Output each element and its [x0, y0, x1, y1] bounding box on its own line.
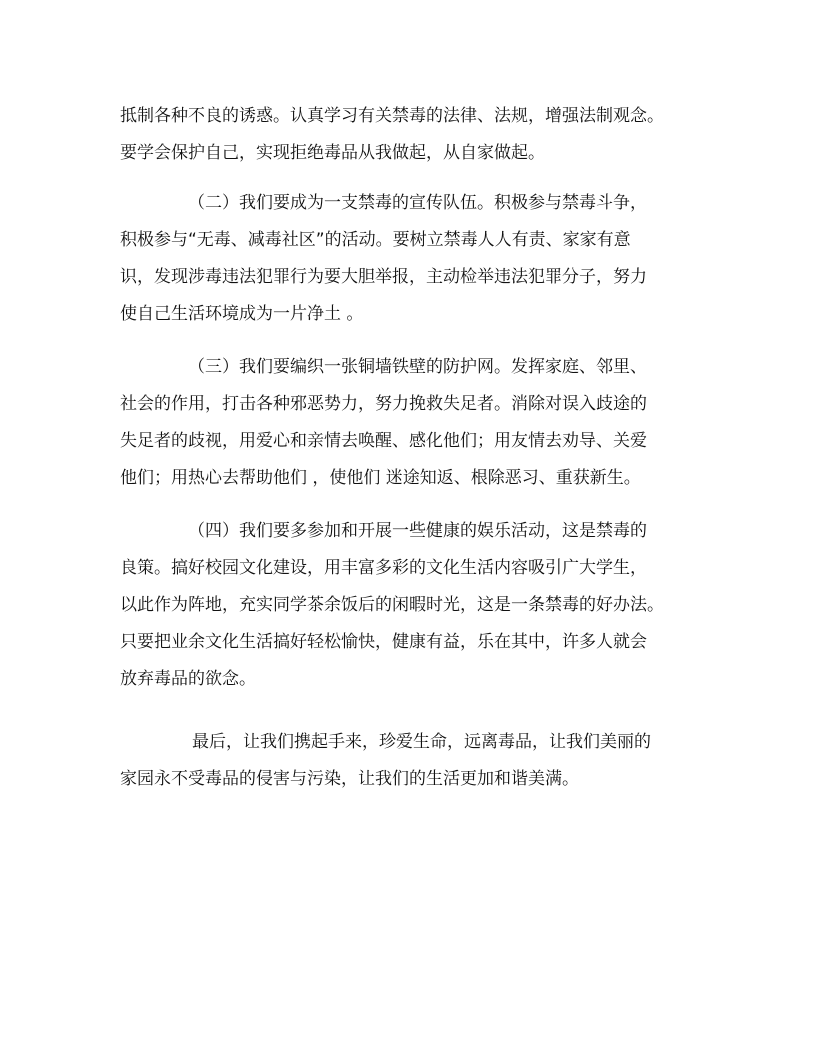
text-line: 社会的作用，打击各种邪恶势力，努力挽救失足者。消除对误入歧途的 — [120, 394, 647, 414]
paragraph-5 — [120, 724, 700, 798]
paragraph-2 — [120, 185, 700, 333]
text-line: 以此作为阵地，充实同学茶余饭后的闲暇时光，这是一条禁毒的好办法。 — [120, 595, 664, 615]
text-line: （二）我们要成为一支禁毒的宣传队伍。积极参与禁毒斗争， — [188, 193, 647, 213]
text-line: 最后，让我们携起手来，珍爱生命，远离毒品，让我们美丽的 — [192, 732, 651, 752]
paragraph-4 — [120, 513, 700, 698]
text-line: 识，发现涉毒违法犯罪行为要大胆举报，主动检举违法犯罪分子，努力 — [120, 267, 647, 287]
text-line: （三）我们要编织一张铜墙铁壁的防护网。发挥家庭、邻里、 — [188, 357, 647, 377]
text-line: 放弃毒品的欲念。 — [120, 669, 256, 689]
text-line: 良策。搞好校园文化建设，用丰富多彩的文化生活内容吸引广大学生， — [120, 558, 647, 578]
paragraph-1 — [120, 98, 700, 172]
text-line: 只要把业余文化生活搞好轻松愉快，健康有益，乐在其中，许多人就会 — [120, 632, 647, 652]
text-line: （四）我们要多参加和开展一些健康的娱乐活动，这是禁毒的 — [188, 521, 647, 541]
text-line: 失足者的歧视，用爱心和亲情去唤醒、感化他们；用友情去劝导、关爱 — [120, 431, 647, 451]
paragraph-3 — [120, 349, 700, 497]
text-line: 抵制各种不良的诱惑。认真学习有关禁毒的法律、法规，增强法制观念。 — [120, 106, 664, 126]
text-line: 要学会保护自己，实现拒绝毒品从我做起，从自家做起。 — [120, 143, 545, 163]
text-line: 积极参与“无毒、减毒社区”的活动。要树立禁毒人人有责、家家有意 — [120, 230, 631, 250]
text-line: 家园永不受毒品的侵害与污染，让我们的生活更加和谐美满。 — [120, 769, 579, 789]
text-line: 他们；用热心去帮助他们 ，使他们 迷途知返、根除恶习、重获新生。 — [120, 468, 641, 488]
text-line: 使自己生活环境成为一片净土 。 — [120, 304, 364, 324]
